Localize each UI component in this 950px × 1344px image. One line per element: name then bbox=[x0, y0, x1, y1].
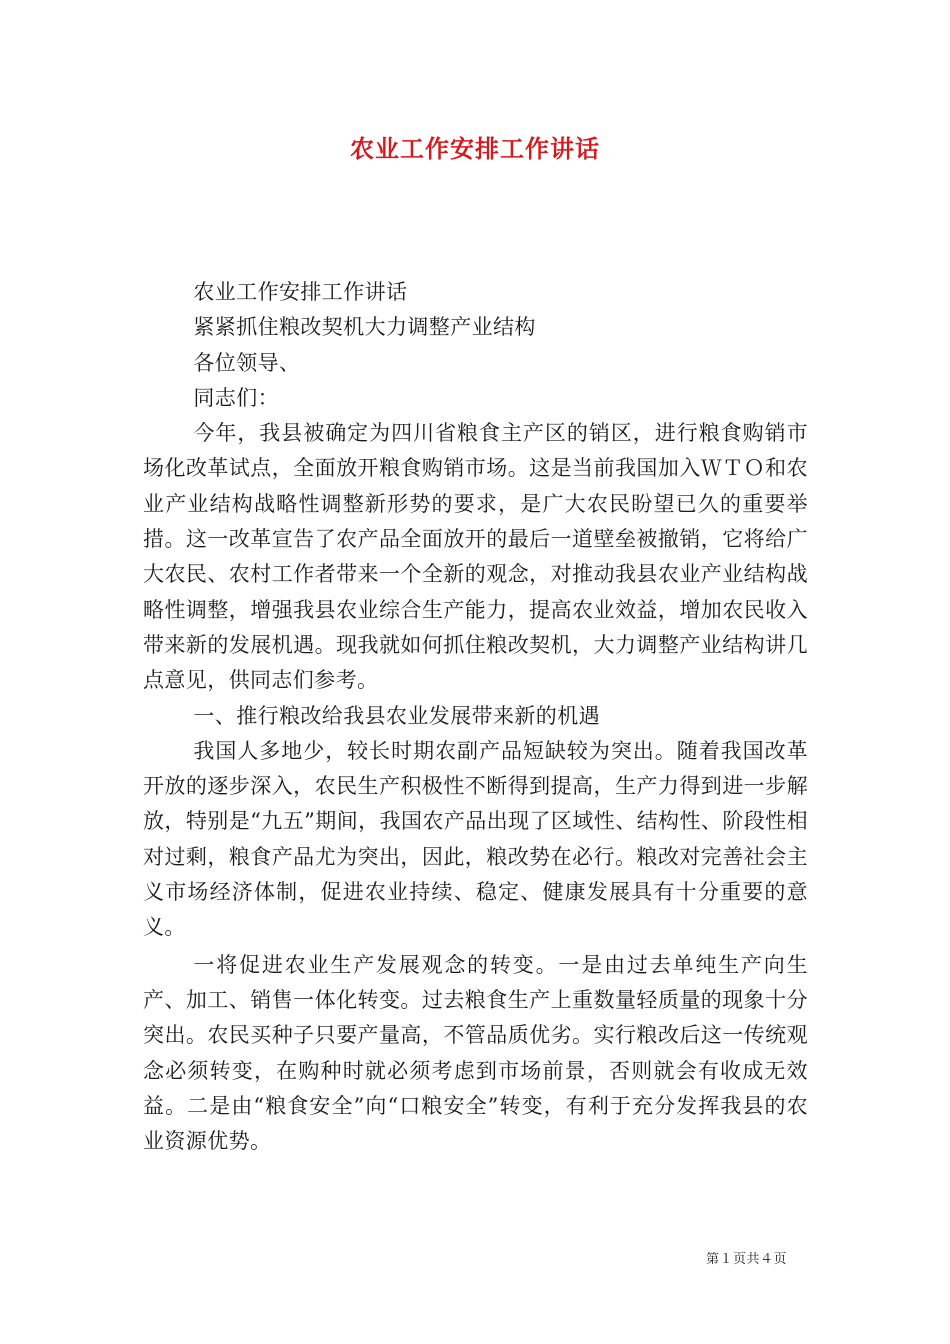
paragraph-salutation-2: 同志们： bbox=[193, 385, 279, 410]
paragraph-salutation-1: 各位领导、 bbox=[193, 350, 301, 375]
paragraph-heading: 农业工作安排工作讲话 bbox=[193, 280, 408, 304]
page-number: 第１页共４页 bbox=[706, 1252, 788, 1267]
document-body bbox=[143, 275, 808, 1159]
paragraph-subtitle: 紧紧抓住粮改契机大力调整产业结构 bbox=[193, 315, 536, 340]
paragraph-section-heading: 一、推行粮改给我县农业发展带来新的机遇 bbox=[193, 703, 600, 728]
document-title: 农业工作安排工作讲话 bbox=[350, 134, 600, 163]
paragraph-body-1: 我国人多地少，较长时期农副产品短缺较为突出。随着我国改革开放的逐步深入，农民生产积极性不断得到提高，生产力得到进一步解放，特别是“九五”期间，我国农产品出现了区域性、结构性、阶段性相对过剩，粮食产品尤为突出，因此，粮改势在必行。粮改对完善社会主义市场经济体制，促进农业持续、稳定、健康发展具有十分重要的意义。 bbox=[143, 738, 808, 940]
paragraph-body-2: 一将促进农业生产发展观念的转变。一是由过去单纯生产向生产、加工、销售一体化转变。过去粮食生产上重数量轻质量的现象十分突出。农民买种子只要产量高，不管品质优劣。实行粮改后这一传统观念必须转变，在购种时就必须考虑到市场前景，否则就会有收成无效益。二是由“粮食安全”向“口粮安全”转变，有利于充分发挥我县的农业资源优势。 bbox=[143, 952, 808, 1154]
paragraph-intro: 今年，我县被确定为四川省粮食主产区的销区，进行粮食购销市场化改革试点，全面放开粮食购销市场。这是当前我国加入ＷＴＯ和农业产业结构战略性调整新形势的要求，是广大农民盼望已久的重要举措。这一改革宣告了农产品全面放开的最后一道壁垒被撤销，它将给广大农民、农村工作者带来一个全新的观念，对推动我县农业产业结构战略性调整，增强我县农业综合生产能力，提高农业效益，增加农民收入带来新的发展机遇。现我就如何抓住粮改契机，大力调整产业结构讲几点意见，供同志们参考。 bbox=[143, 421, 808, 693]
